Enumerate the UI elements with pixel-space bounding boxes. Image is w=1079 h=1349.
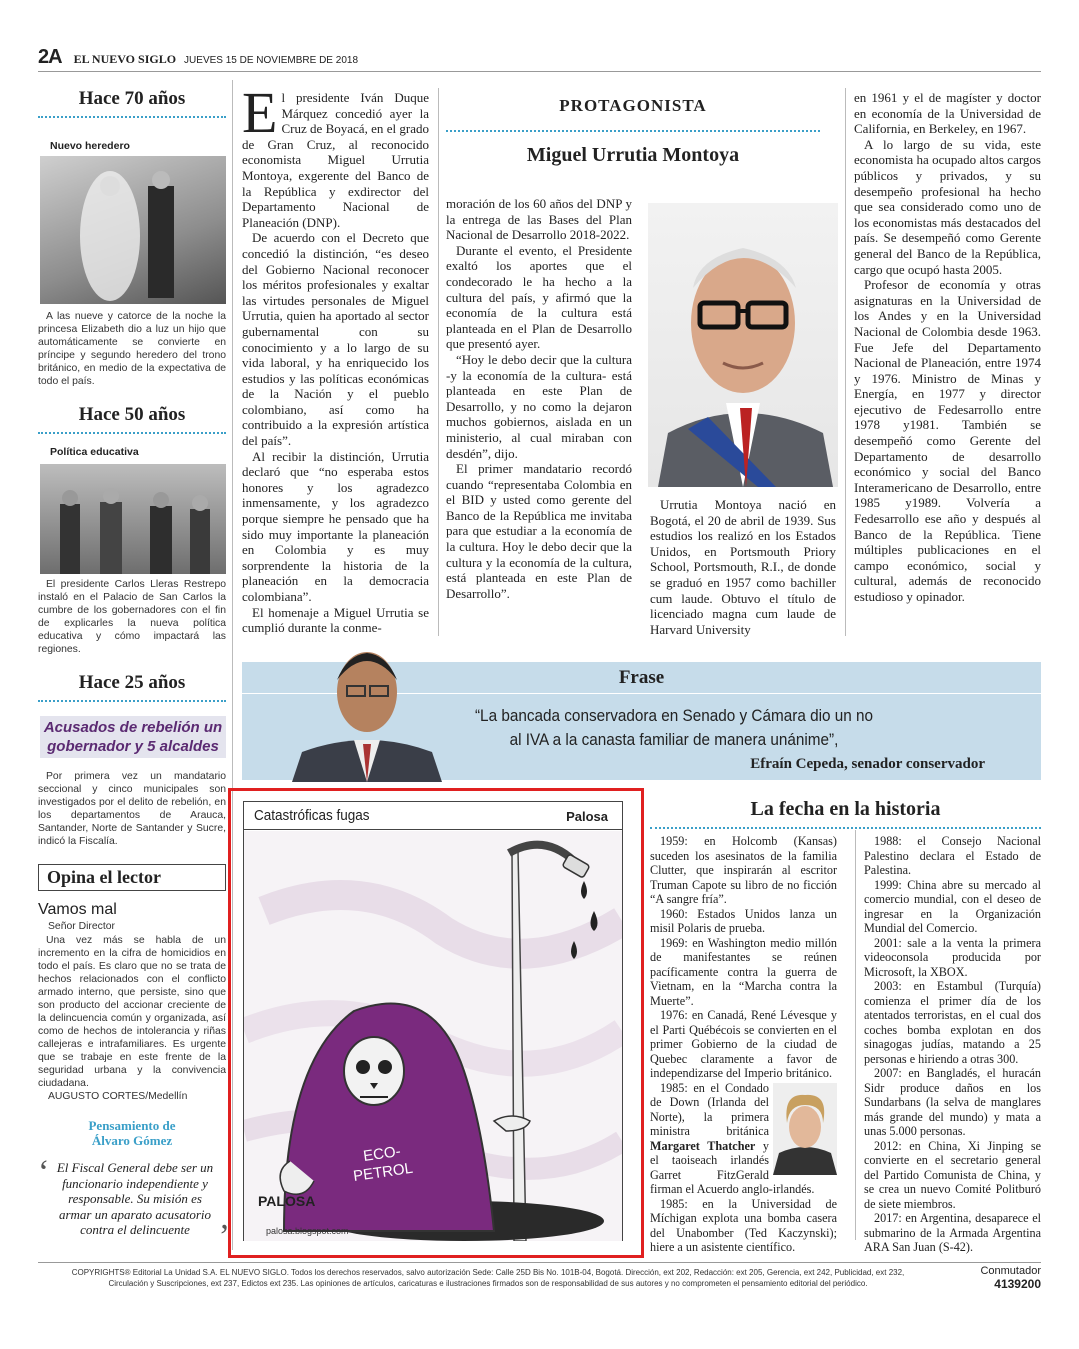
open-quote-icon: ‘	[38, 1154, 50, 1191]
dropcap: E	[242, 80, 278, 145]
article-col4-p1: en 1961 y el de magíster y doctor en economía de la Universidad de California, en Berkeley, en 1967.	[854, 90, 1041, 137]
hace-25-headline-line1: Acusados de rebelión un	[43, 719, 223, 736]
letter-salutation: Señor Director	[48, 921, 115, 932]
hace-25-caption: Por primera vez un mandatario seccional y cinco municipales son investigados por el delito de rebelión, en los departamentos de Arauca, Santander, Norte de Santander y Sucre, indicó la Fiscalía.	[38, 771, 226, 847]
hace-50-title: Hace 50 años	[78, 404, 186, 425]
conmutador-number: 4139200	[994, 1277, 1041, 1291]
letter-body: Una vez más se habla de un incremento en la cifra de homicidios en todo el país. Es claro que no se trata de hechos relacionados con el conflicto armado interno, que persiste, sino que son producto del accionar creciente de la delincuencia común y organizada, así como de hechos de intolerancia y riñas callejeras e intrafamiliares. Es urgente que se trabaje en este frente de la seguridad urbana y la convivencia ciudadana.	[38, 935, 226, 1089]
opina-title: Opina el lector	[47, 867, 161, 887]
article-col1-p2: De acuerdo con el Decreto que concedió la distinción, “es deseo del Gobierno Nacional reconocer los méritos profesionales y exaltar las virtudes personales de Miguel Urrutia, quien ha aportado al sector gubernamental con su conocimiento y a lo largo de su vida laboral, y ha enriquecido los estudios y las políticas económicas de la Nación y el pueblo colombiano, así como ha contribuido a la expresión artística del país”.	[242, 230, 429, 449]
historia-1988: 1988: el Consejo Nacional Palestino declara el Estado de Palestina.	[864, 834, 1041, 877]
pensamiento-quote: El Fiscal General debe ser un funcionario independiente y responsable. Su misión es armar un aparato acusatorio contra el delincuente	[56, 1160, 214, 1237]
historia-1960: 1960: Estados Unidos lanza un misil Polaris de prueba.	[650, 906, 837, 935]
conmutador-label: Conmutador	[980, 1265, 1041, 1277]
protagonista-header	[446, 96, 820, 167]
hace-25-title: Hace 25 años	[78, 672, 186, 693]
article-col2	[446, 196, 632, 601]
frase-quote-line1: “La bancada conservadora en Senado y Cámara dio un no	[474, 706, 874, 725]
letter-signature: AUGUSTO CORTES/Medellín	[48, 1091, 188, 1102]
article-col1	[242, 80, 429, 636]
historia-col1	[650, 834, 837, 1255]
article-col1-p1: l presidente Iván Duque Márquez concedió ayer la Cruz de Boyacá, en el grado de Gran Cruz, al reconocido economista Miguel Urrutia Montoya, exgerente del Banco de la República y exdirector del Departamento Nacional de Planeación (DNP).	[242, 90, 429, 230]
left-column	[38, 80, 230, 1255]
historia-section	[650, 798, 1041, 829]
cartoon-box	[228, 788, 644, 1258]
article-col1-p4: El homenaje a Miguel Urrutia se cumplió durante la conme-	[242, 604, 429, 636]
close-quote-icon: ’	[218, 1217, 230, 1255]
cartoon-signature: PALOSA	[258, 1193, 316, 1209]
historia-2003: 2003: en Estambul (Turquía) comienza el primer día de los atentados terroristas, en el cual dos coches bomba explotan en dos sinagogas judías, matando a 25 personas e hiriendo a otras 300.	[864, 979, 1041, 1066]
historia-2017: 2017: en Argentina, desaparece el submarino de la Armada Argentina ARA San Juan (S-42).	[864, 1211, 1041, 1254]
cartoon-illustration	[244, 831, 622, 1241]
thatcher-photo	[773, 1083, 837, 1175]
hace-50-subtitle: Política educativa	[50, 446, 139, 458]
frase-title: Frase	[618, 667, 665, 688]
article-col2-p3: “Hoy le debo decir que la cultura -y la economía de la cultura- está planteada en este Plan de Desarrollo, y no como la dejaron muchos gobiernos, aislada en un ministerio, al cual miraban con desdén”, dijo.	[446, 351, 632, 461]
opina-title-box	[38, 864, 226, 891]
robe-text-1: ECO-	[362, 1142, 402, 1165]
cartoon-url: palosa.blogspot.com	[266, 1226, 349, 1236]
frase-quote	[422, 704, 926, 752]
historia-1985-thatcher-b: y el taoiseach irlandés Garret FitzGerald firman el Acuerdo anglo-irlandés.	[650, 1138, 815, 1196]
historia-1976: 1976: en Canadá, René Lévesque y el Parti Québécois se convierten en el primer Gobierno de la ciudad de Quebec claramente a favor de independizarse del Imperio británico.	[650, 1008, 837, 1080]
urrutia-portrait	[648, 203, 838, 487]
historia-title: La fecha en la historia	[750, 798, 941, 820]
header-date: JUEVES 15 DE NOVIEMBRE DE 2018	[184, 55, 359, 66]
page-number: 2A	[38, 46, 62, 68]
cartoon-header	[244, 802, 622, 830]
frase-quote-line2: al IVA a la canasta familiar de manera unánime”,	[509, 730, 839, 749]
hace-50-caption: El presidente Carlos Lleras Restrepo instaló en el Palacio de San Carlos la cumbre de los gobernadores con el fin de explicarles la nueva política educativa y cómo impactará las regiones.	[38, 579, 226, 655]
article-col4-p3: Profesor de economía y otras asignaturas en la Universidad de los Andes y en la Universidad Nacional de Colombia desde 1963. Fue Jefe del Departamento Nacional de Planeación, entre 1974 y 1976. Ministro de Minas y Energía, en 1977 y director ejecutivo de Fedesarrollo entre 1978 y1981. También se desempeñó como Gerente del Departamento de desarrollo económico y social del Banco Interamericano de Desarrollo, entre 1985 y1989. Volvería a Fedesarrollo ese año y después al Banco de la República. Tiene múltiples publicaciones en el campo económico, social y cultural, además de reconocido estudioso y opinador.	[854, 277, 1041, 604]
article-col2-p1: moración de los 60 años del DNP y la entrega de las Bases del Plan Nacional de Desarrollo 2018-2022.	[446, 196, 632, 243]
article-col2-p2: Durante el evento, el Presidente exaltó los aportes que el condecorado le ha hecho a la cultura del país, y afirmó que la economía de la cultura está planteada en el Plan de Desarrollo que presentó ayer.	[446, 242, 632, 352]
hace-70-caption: A las nueve y catorce de la noche la princesa Elizabeth dio a luz un hijo que automáticamente se convierte en príncipe y segundo heredero del trono británico, en medio de la expectativa de todo el país.	[38, 311, 226, 387]
paper-name: EL NUEVO SIGLO	[73, 52, 177, 66]
historia-2001: 2001: sale a la venta la primera videoconsola producida por Microsoft, la XBOX.	[864, 935, 1041, 979]
thatcher-name: Margaret Thatcher	[650, 1138, 756, 1153]
pensamiento-quote-box	[38, 1154, 230, 1255]
historia-1959: 1959: en Holcomb (Kansas) suceden los asesinatos de la familia Clutter, que inspirarán al escritor Truman Capote su libro de no ficción “A sangre fría”.	[650, 834, 837, 906]
historia-2012: 2012: en China, Xi Jinping se convierte en el secretario general del Partido Comunista de China, y se crea un nuevo Comité Politburó de siete miembros.	[864, 1138, 1041, 1211]
article-col3	[650, 497, 836, 637]
historia-1999: 1999: China abre su mercado al comercio mundial, con el deseo de ingresar en la Organización Mundial del Comercio.	[864, 877, 1041, 935]
article-col1-p3: Al recibir la distinción, Urrutia declaró que “no esperaba estos honores y los agradezco inmensamente, y los agradezco porque siempre he pensado que ha sido muy importante la planeación en Colombia y es muy sorprendente la historia de la planeación en la democracia colombiana”.	[242, 448, 429, 604]
letter-title: Vamos mal	[38, 901, 117, 918]
hace-70-subtitle: Nuevo heredero	[50, 140, 130, 152]
historia-1985-unabomber: 1985: en la Universidad de Míchigan explota una bomba casera del Unabomber (Ted Kaczynski); hiere a un asistente científico.	[650, 1196, 837, 1254]
article-col4	[854, 90, 1041, 605]
footer-line1: COPYRIGHTS® Editorial La Unidad S.A. EL NUEVO SIGLO. Todos los derechos reservados, salvo autorización Sede: Calle 25D Bis No. 101B-04, Bogotá. Dirección, ext 202, Redacción: ext 205, Gerencia, ext 242, Publicidad, ext 232,	[71, 1268, 905, 1277]
cartoon-author: Palosa	[566, 809, 608, 824]
conmutador	[980, 1265, 1041, 1291]
hace-70-title: Hace 70 años	[78, 88, 186, 109]
pensamiento-title-line2: Álvaro Gómez	[91, 1133, 173, 1148]
historia-1969: 1969: en Washington medio millón de manifestantes se reúnen pacíficamente contra la guerra de Vietnam, en la “Marcha contra la Muerte”.	[650, 935, 837, 1008]
protagonista-kicker: PROTAGONISTA	[559, 96, 707, 115]
footer	[38, 1262, 1041, 1289]
article-col2-p4: El primer mandatario recordó cuando “representaba Colombia en el BID y usted como gerente del Banco de la República me invitaba para que estudiar a la economía de la cultura. Hoy le debo decir que la cultura y la economía de la cultura, está planteada en este Plan de Desarrollo”.	[446, 461, 632, 601]
hace-25-headline-line2: gobernador y 5 alcaldes	[47, 738, 219, 755]
wedding-photo	[40, 156, 226, 304]
historia-1985-thatcher-a: 1985: en el Condado de Down (Irlanda del Norte), la primera ministra británica	[650, 1080, 769, 1138]
pensamiento-title	[38, 1118, 226, 1148]
article-col3-p1: Urrutia Montoya nació en Bogotá, el 20 de abril de 1939. Sus estudios los realizó en los Estados Unidos, en Portsmouth Priory School, Portsmouth, R.I., de donde se graduó en 1957 como bachiller cum laude. Obtuvo el título de licenciado magna cum laude de Harvard University	[650, 497, 836, 637]
cepeda-photo	[292, 640, 442, 782]
article-col4-p2: A lo largo de su vida, este economista ha ocupado altos cargos públicos y privados, y su desempeño profesional ha hecho que sea considerado como uno de los economistas más destacados del país. Se desempeñó como Gerente general del Banco de la República, cargo que ocupó hasta 2005.	[854, 136, 1041, 277]
protagonista-name: Miguel Urrutia Montoya	[526, 144, 740, 166]
cartoon-inner	[243, 801, 623, 1241]
historia-2007: 2007: en Bangladés, el huracán Sidr produce daños en los Sundarbans (la selva de manglares más grande del mundo) y mata a unas 5.000 personas.	[864, 1066, 1041, 1138]
pensamiento-title-line1: Pensamiento de	[88, 1118, 176, 1133]
footer-line2: Circulación y Suscripciones, ext 237, Edictos ext 235. Las opiniones de artículos, caricaturas e ilustraciones firmados son de responsabilidad de sus autores y no comprometen el pensamiento editorial del periódico.	[108, 1279, 868, 1288]
hace-25-headline	[40, 716, 226, 758]
historia-col2	[864, 834, 1041, 1255]
robe-text-2: PETROL	[352, 1159, 414, 1185]
cumbre-photo	[40, 464, 226, 574]
page-header	[38, 46, 1041, 72]
cartoon-title: Catastróficas fugas	[254, 807, 370, 824]
frase-author: Efraín Cepeda, senador conservador	[750, 756, 985, 772]
